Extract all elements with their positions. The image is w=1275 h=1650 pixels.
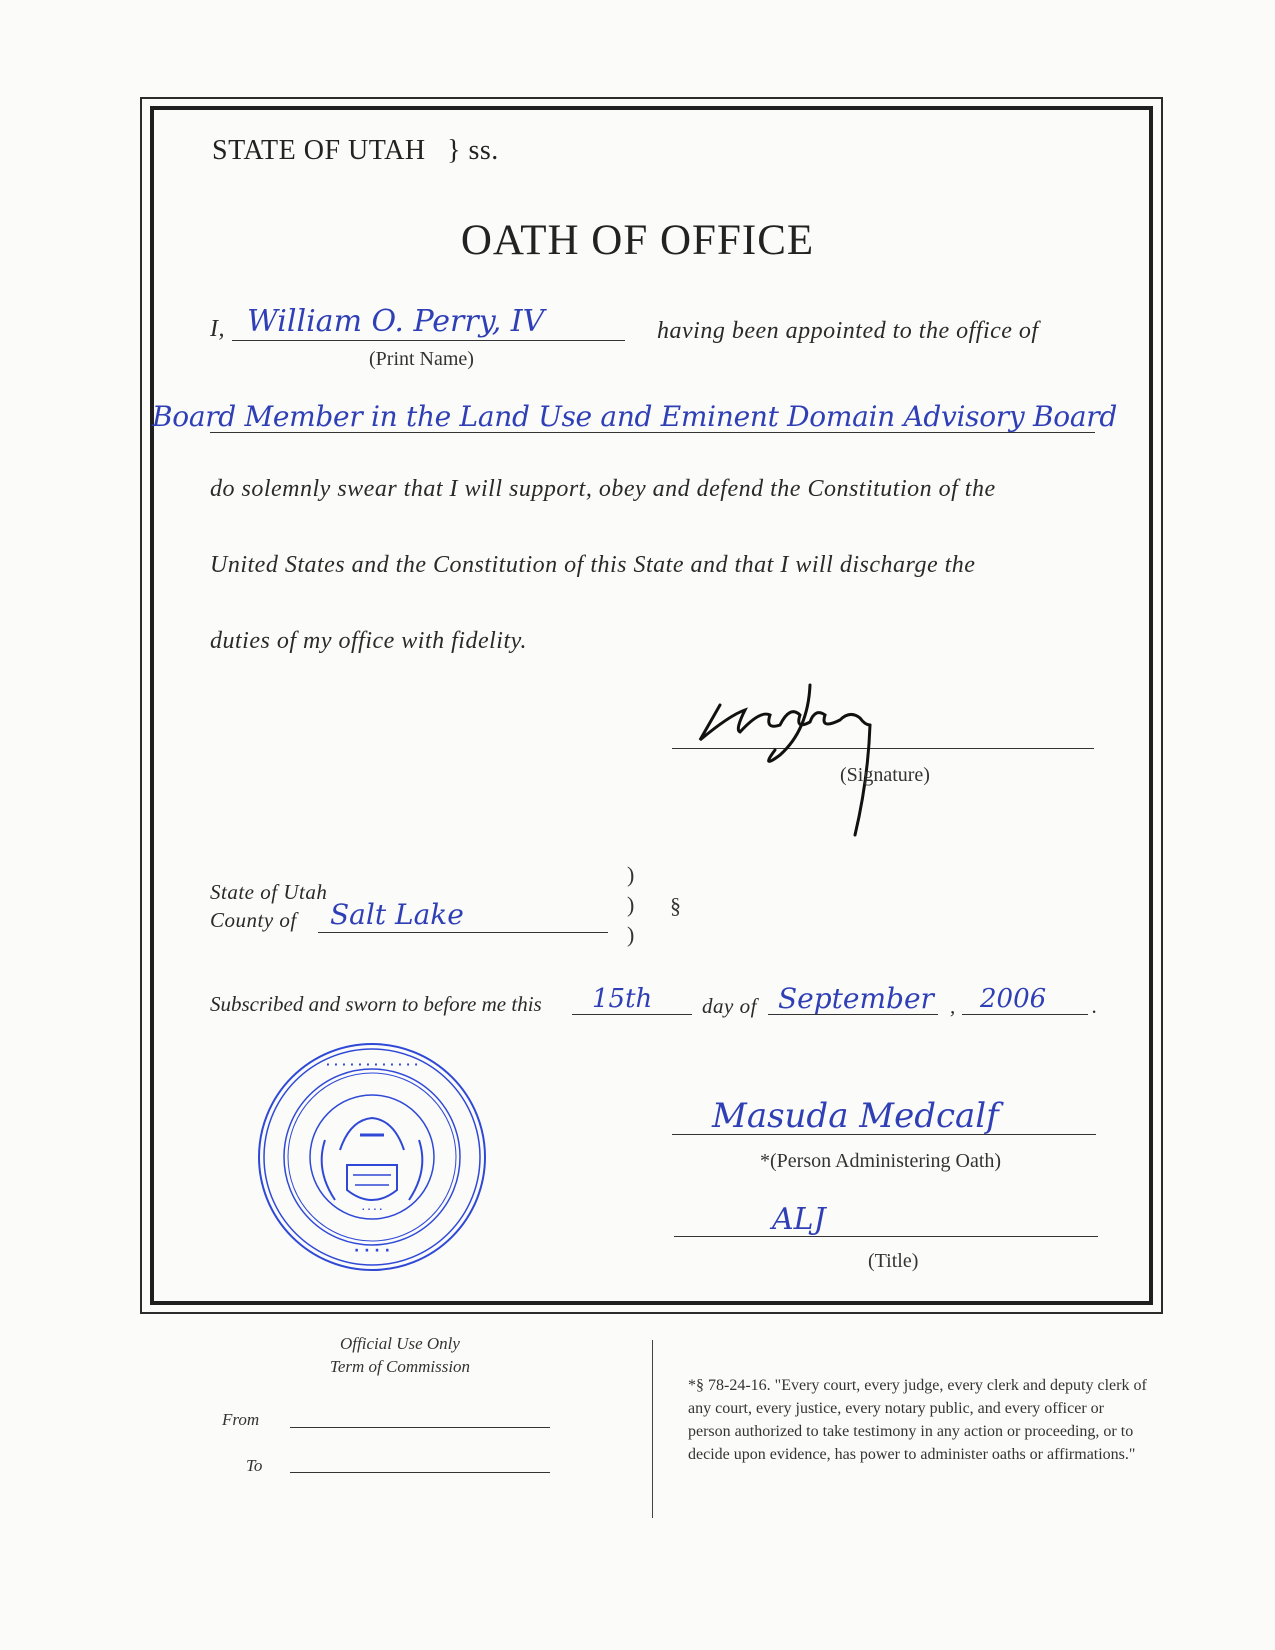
statute-footnote: *§ 78-24-16. "Every court, every judge, every clerk and deputy clerk of any court, every justice, every notary public, and every officer or person authorized to take testimony in any action or proceeding, or to decide upon evidence, has power to administer oaths or affirmations." (688, 1377, 1147, 1463)
county-handwritten: Salt Lake (330, 898, 464, 931)
venue-paren-2: ) (627, 892, 635, 917)
oath-pronoun: I, (210, 316, 225, 342)
name-line (232, 340, 625, 341)
appointed-text: having been appointed to the office of (657, 318, 1039, 344)
venue-paren-1: ) (627, 862, 635, 887)
month-handwritten: September (778, 982, 934, 1015)
date-period: . (1092, 994, 1098, 1018)
term-of-commission-label: Term of Commission (329, 1357, 471, 1376)
state-heading (212, 135, 499, 167)
great-seal-stamp (255, 1040, 490, 1275)
day-handwritten: 15th (592, 984, 653, 1014)
date-comma: , (950, 994, 956, 1018)
year-handwritten: 2006 (980, 984, 1047, 1014)
svg-text:· · · ·: · · · · (354, 1243, 390, 1259)
venue-county-label: County of (210, 908, 297, 932)
oath-body-line-1: do solemnly swear that I will support, obey and defend the Constitution of the (210, 476, 996, 502)
print-name-caption: (Print Name) (369, 348, 474, 370)
svg-text:· · · ·: · · · · (361, 1205, 383, 1214)
to-label: To (246, 1456, 263, 1475)
oath-body-line-2: United States and the Constitution of this State and that I will discharge the (210, 552, 976, 578)
year-line (962, 1014, 1088, 1015)
sworn-prefix: Subscribed and sworn to before me this (210, 992, 542, 1016)
county-line (318, 932, 608, 933)
document-title: OATH OF OFFICE (460, 217, 815, 264)
title-handwritten: ALJ (772, 1202, 826, 1237)
official-use-label: Official Use Only (340, 1334, 460, 1353)
venue-state: State of Utah (210, 880, 328, 904)
name-handwritten: William O. Perry, IV (247, 304, 545, 339)
section-symbol: § (670, 893, 681, 918)
day-of-text: day of (702, 994, 757, 1018)
title-line (674, 1236, 1098, 1237)
administrator-handwritten: Masuda Medcalf (712, 1096, 999, 1136)
svg-text:· · · · · · · · · · · ·: · · · · · · · · · · · · (325, 1058, 419, 1071)
signature-caption: (Signature) (840, 764, 930, 786)
to-line (290, 1472, 550, 1473)
office-handwritten: Board Member in the Land Use and Eminent Domain Advisory Board (152, 400, 1117, 433)
from-line (290, 1427, 550, 1428)
administrator-caption: *(Person Administering Oath) (760, 1150, 1002, 1172)
day-line (572, 1014, 692, 1015)
oath-body-line-3: duties of my office with fidelity. (210, 628, 527, 654)
ss-marker: } ss. (447, 135, 499, 166)
state-heading-text: STATE OF UTAH (212, 135, 426, 166)
venue-paren-3: ) (627, 922, 635, 947)
title-caption: (Title) (868, 1250, 919, 1272)
footer-divider (652, 1340, 653, 1518)
from-label: From (222, 1410, 260, 1429)
